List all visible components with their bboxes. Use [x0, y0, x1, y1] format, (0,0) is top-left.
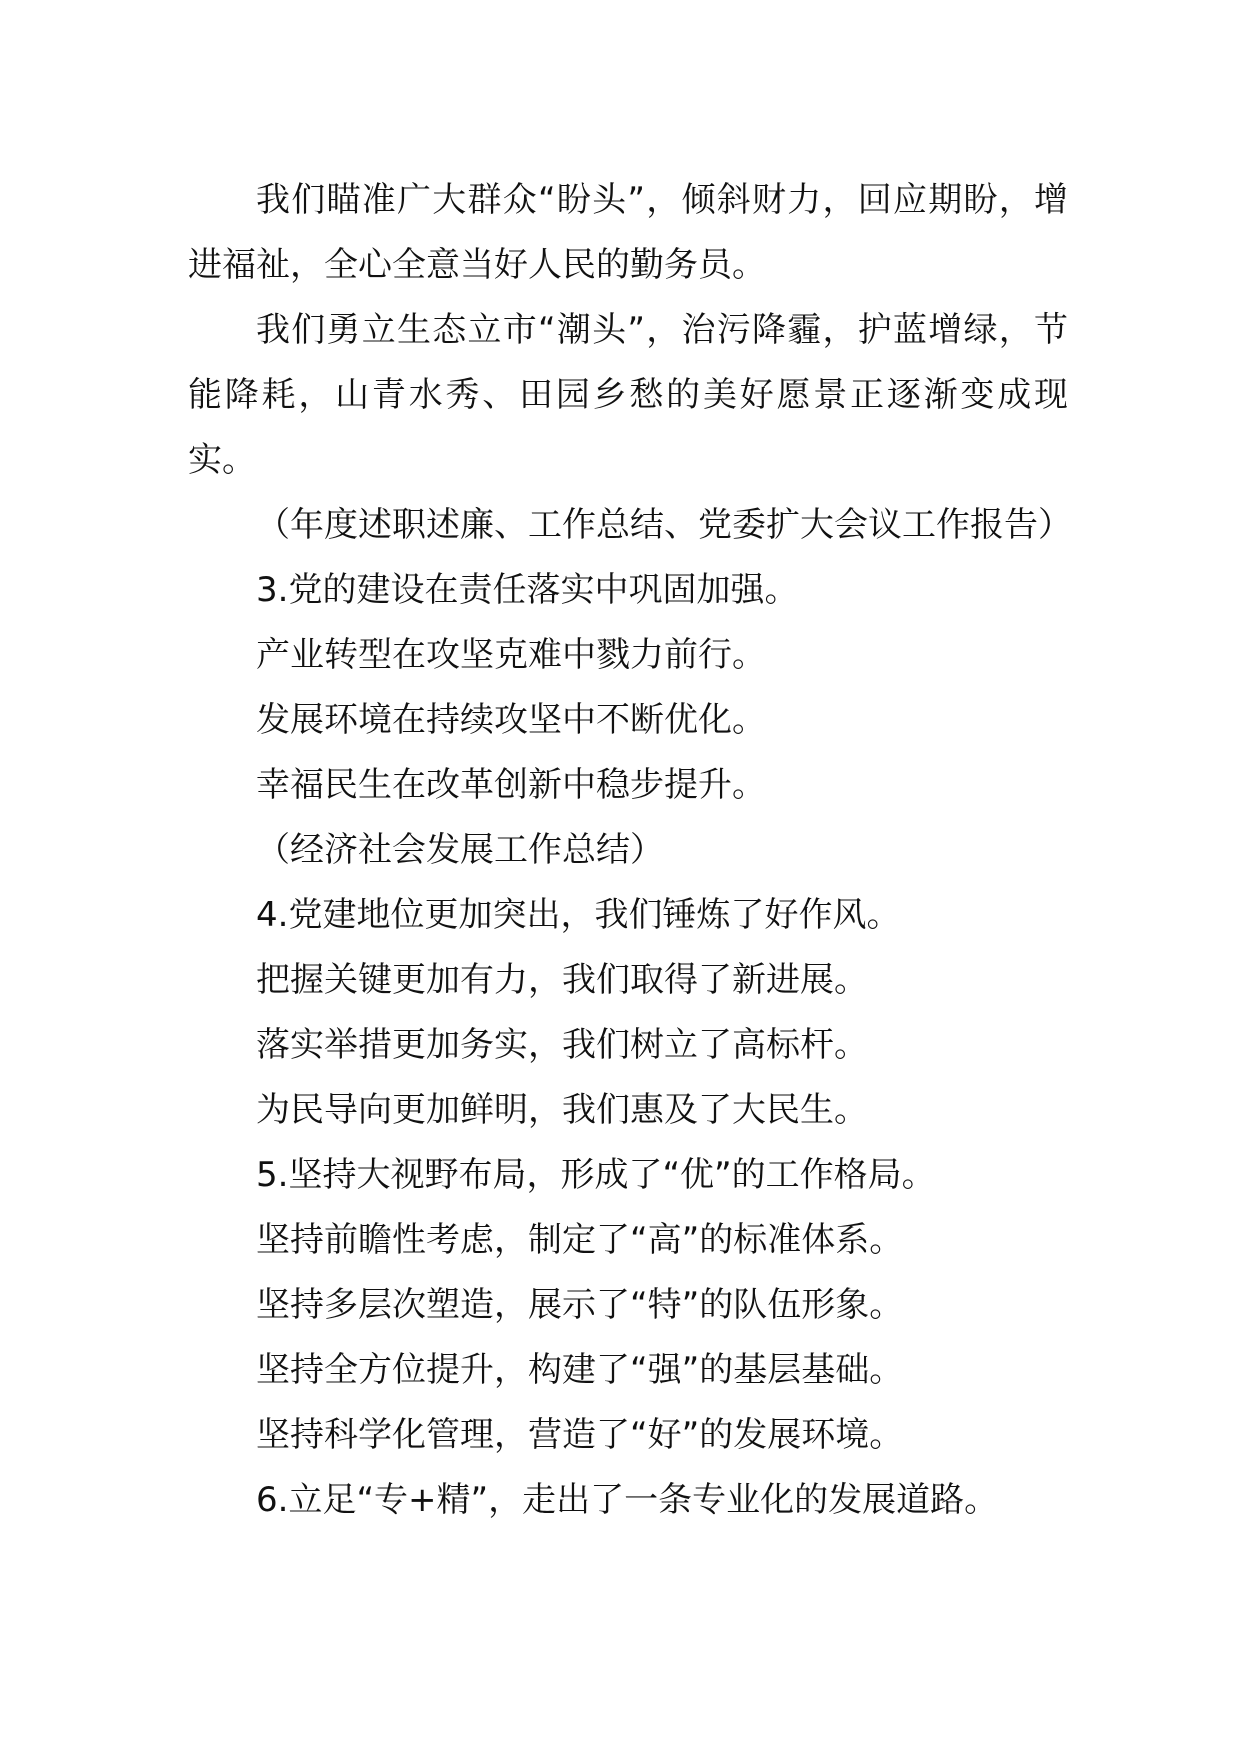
document-body: [188, 168, 1072, 1533]
paragraph: 坚持多层次塑造，展示了“特”的队伍形象。: [256, 1285, 904, 1325]
paragraph: 坚持全方位提升，构建了“强”的基层基础。: [256, 1350, 904, 1390]
paragraph: 我们勇立生态立市“潮头”，治污降霾，护蓝增绿，节能降耗，山青水秀、田园乡愁的美好愿景正逐渐变成现实。: [188, 310, 1068, 480]
paragraph: 把握关键更加有力，我们取得了新进展。: [256, 960, 868, 1000]
paragraph: 坚持前瞻性考虑，制定了“高”的标准体系。: [256, 1220, 904, 1260]
paragraph: 3.党的建设在责任落实中巩固加强。: [256, 570, 799, 610]
paragraph: 落实举措更加务实，我们树立了高标杆。: [256, 1025, 868, 1065]
paragraph: 产业转型在攻坚克难中戮力前行。: [256, 635, 766, 675]
paragraph: 为民导向更加鲜明，我们惠及了大民生。: [256, 1090, 868, 1130]
paragraph: 发展环境在持续攻坚中不断优化。: [256, 700, 766, 740]
paragraph: （年度述职述廉、工作总结、党委扩大会议工作报告）: [256, 505, 1072, 545]
paragraph: 5.坚持大视野布局，形成了“优”的工作格局。: [256, 1155, 936, 1195]
paragraph: （经济社会发展工作总结）: [256, 830, 664, 870]
paragraph: 我们瞄准广大群众“盼头”，倾斜财力，回应期盼，增进福祉，全心全意当好人民的勤务员。: [188, 180, 1068, 285]
paragraph: 幸福民生在改革创新中稳步提升。: [256, 765, 766, 805]
paragraph: 4.党建地位更加突出，我们锤炼了好作风。: [256, 895, 901, 935]
paragraph: 坚持科学化管理，营造了“好”的发展环境。: [256, 1415, 904, 1455]
paragraph: 6.立足“专+精”，走出了一条专业化的发展道路。: [256, 1480, 999, 1520]
